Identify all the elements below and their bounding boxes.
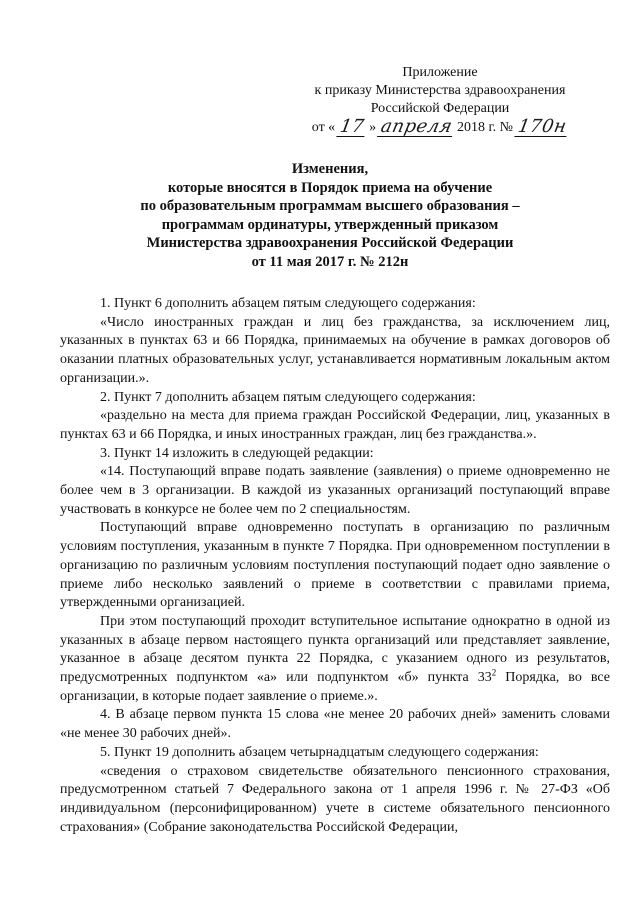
document-body — [60, 295, 610, 837]
title-line: которые вносятся в Порядок приема на обучение — [167, 179, 493, 196]
paragraph: 4. В абзаце первом пункта 15 слова «не менее 20 рабочих дней» заменить словами «не менее 30 рабочих дней». — [60, 707, 610, 742]
appendix-order-ref: к приказу Министерства здравоохранения — [314, 83, 566, 98]
appendix-date-line — [300, 118, 580, 137]
handwritten-order-number: 170н — [516, 116, 569, 137]
date-year: 2018 г. № — [456, 120, 514, 135]
paragraph: «раздельно на места для приема граждан Российской Федерации, лиц, указанных в пунктах 63 и 66 Порядка, и иных иностранных граждан, лиц без гражданства.». — [60, 408, 610, 442]
appendix-header — [300, 64, 580, 137]
paragraph: 1. Пункт 6 дополнить абзацем пятым следующего содержания: — [100, 296, 476, 311]
title-line: Министерства здравоохранения Российской Федерации — [146, 235, 514, 251]
paragraph: «Число иностранных граждан и лиц без гражданства, за исключением лиц, указанных в пунктах 63 и 66 Порядка, принимаемых на обучение в рамках договоров об оказании платных образовательных услуг, устанавливается нормативным локальным актом организации.». — [60, 314, 610, 386]
paragraph — [60, 613, 610, 707]
appendix-label: Приложение — [402, 65, 478, 80]
paragraph-text: При этом поступающий проходит вступительное испытание однократно в одной из указанных в абзаце первом настоящего пункта организаций или представляет заявление, указанное в абзаце десятом пункта 22 Порядка, с указанием одного из результатов, предусмотренных подпунктом «а» или подпунктом «б» пункта 33 — [60, 613, 610, 686]
document-title — [60, 160, 600, 271]
paragraph: Поступающий вправе одновременно поступать в организацию по различным условиям поступления, указанным в пункте 7 Порядка. При одновременном поступлении в организацию по различным условиям поступления поступающий подает одно заявление о приеме либо несколько заявлений о приеме в соответствии с правилами приема, утвержденными организацией. — [60, 520, 610, 611]
title-line: от 11 мая 2017 г. № 212н — [251, 253, 409, 270]
date-quote-close: » — [369, 120, 377, 135]
title-line: Изменения, — [291, 161, 369, 177]
paragraph: 5. Пункт 19 дополнить абзацем четырнадцатым следующего содержания: — [100, 744, 539, 760]
paragraph: «14. Поступающий вправе подать заявление (заявления) о приеме одновременно не более чем в 3 организации. В каждой из указанных организаций поступающий вправе участвовать в конкурсе не более чем по 2 специальностям. — [60, 464, 610, 517]
title-line: по образовательным программам высшего образования – — [140, 198, 520, 214]
handwritten-day: 17 — [338, 116, 367, 137]
appendix-country: Российской Федерации — [370, 101, 510, 116]
paragraph: 2. Пункт 7 дополнить абзацем пятым следующего содержания: — [100, 389, 476, 405]
paragraph: 3. Пункт 14 изложить в следующей редакции: — [100, 445, 374, 461]
date-prefix: от « — [311, 120, 336, 135]
paragraph-text-tail: Порядка, во все организации, в которые подает заявление о приеме.». — [60, 670, 610, 704]
paragraph: «сведения о страховом свидетельстве обязательного пенсионного страхования, предусмотренном статьей 7 Федерального закона от 1 апреля 1996 г. № 27-ФЗ «Об индивидуальном (персонифицированном) учете в системе обязательного пенсионного страхования» (Собрание законодательства Российской Федерации, — [60, 763, 610, 835]
title-line: программам ординатуры, утвержденный приказом — [161, 216, 499, 233]
handwritten-month: апреля — [379, 116, 455, 137]
superscript: 2 — [491, 667, 497, 678]
